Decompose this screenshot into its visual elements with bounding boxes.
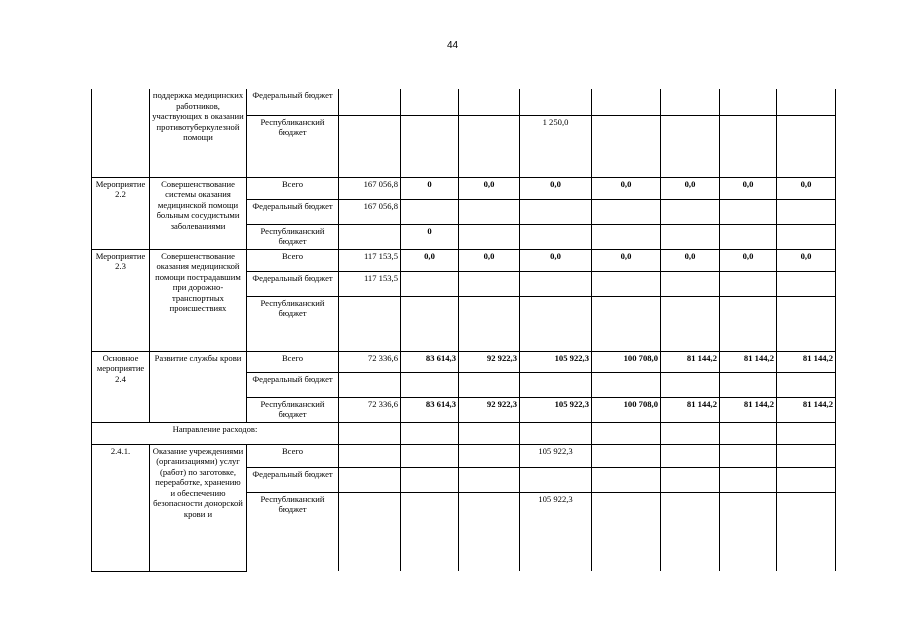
value-cell: 72 336,6 bbox=[339, 351, 401, 372]
direction-label: Направление расходов: bbox=[92, 422, 339, 444]
value-cell: 83 614,3 bbox=[401, 397, 459, 422]
value-cell: 105 922,3 bbox=[520, 397, 592, 422]
source-cell: Республиканский бюджет bbox=[247, 397, 339, 422]
value-cell: 0,0 bbox=[777, 177, 836, 199]
code-cell: Мероприятие 2.3 bbox=[92, 249, 150, 351]
value-cell: 0,0 bbox=[592, 249, 661, 271]
budget-table bbox=[91, 89, 836, 572]
value-cell: 81 144,2 bbox=[720, 351, 777, 372]
value-cell: 105 922,3 bbox=[520, 492, 592, 571]
source-cell: Республиканский бюджет bbox=[247, 224, 339, 249]
value-cell: 100 708,0 bbox=[592, 351, 661, 372]
activity-name-cell: Совершенствование системы оказания медицинской помощи больным сосудистыми заболеваниями bbox=[150, 177, 247, 249]
source-cell: Всего bbox=[247, 444, 339, 467]
activity-name-cell: Оказание учреждениями (организациями) услуг (работ) по заготовке, переработке, хранению и обеспечению безопасности донорской крови и bbox=[150, 444, 247, 571]
table-row bbox=[92, 444, 836, 467]
source-cell: Всего bbox=[247, 177, 339, 199]
page-number: 44 bbox=[446, 40, 459, 51]
value-cell: 1 250,0 bbox=[520, 115, 592, 177]
value-cell: 72 336,6 bbox=[339, 397, 401, 422]
value-cell: 167 056,8 bbox=[339, 199, 401, 224]
code-cell: Основное мероприятие 2.4 bbox=[92, 351, 150, 422]
value-cell: 92 922,3 bbox=[459, 351, 520, 372]
table-row bbox=[92, 177, 836, 199]
value-cell: 105 922,3 bbox=[520, 444, 592, 467]
source-cell: Всего bbox=[247, 351, 339, 372]
activity-name-cell: Развитие службы крови bbox=[150, 351, 247, 422]
value-cell: 117 153,5 bbox=[339, 271, 401, 296]
activity-name-cell: Совершенствование оказания медицинской помощи пострадавшим при дорожно-транспортных происшествиях bbox=[150, 249, 247, 351]
value-cell: 81 144,2 bbox=[661, 351, 720, 372]
value-cell: 0,0 bbox=[720, 177, 777, 199]
source-cell: Республиканский бюджет bbox=[247, 115, 339, 177]
value-cell: 0,0 bbox=[720, 249, 777, 271]
source-cell: Федеральный бюджет bbox=[247, 467, 339, 492]
value-cell: 81 144,2 bbox=[720, 397, 777, 422]
value-cell: 0,0 bbox=[661, 249, 720, 271]
value-cell: 105 922,3 bbox=[520, 351, 592, 372]
table-row bbox=[92, 351, 836, 372]
activity-name-cell: поддержка медицинских работников, участвующих в оказании противотуберкулезной помощи bbox=[150, 89, 247, 177]
source-cell: Федеральный бюджет bbox=[247, 89, 339, 115]
value-cell: 92 922,3 bbox=[459, 397, 520, 422]
value-cell: 83 614,3 bbox=[401, 351, 459, 372]
value-cell: 0 bbox=[401, 224, 459, 249]
value-cell: 0,0 bbox=[777, 249, 836, 271]
value-cell: 0 bbox=[401, 177, 459, 199]
value-cell: 81 144,2 bbox=[777, 351, 836, 372]
source-cell: Федеральный бюджет bbox=[247, 271, 339, 296]
value-cell: 81 144,2 bbox=[777, 397, 836, 422]
source-cell: Федеральный бюджет bbox=[247, 372, 339, 397]
source-cell: Всего bbox=[247, 249, 339, 271]
value-cell: 81 144,2 bbox=[661, 397, 720, 422]
table-row bbox=[92, 422, 836, 444]
code-cell: 2.4.1. bbox=[92, 444, 150, 571]
source-cell: Федеральный бюджет bbox=[247, 199, 339, 224]
source-cell: Республиканский бюджет bbox=[247, 492, 339, 571]
source-cell: Республиканский бюджет bbox=[247, 296, 339, 351]
value-cell: 0,0 bbox=[459, 177, 520, 199]
value-cell: 0,0 bbox=[520, 249, 592, 271]
value-cell: 0,0 bbox=[520, 177, 592, 199]
code-cell: Мероприятие 2.2 bbox=[92, 177, 150, 249]
code-cell bbox=[92, 89, 150, 177]
value-cell: 0,0 bbox=[459, 249, 520, 271]
value-cell: 167 056,8 bbox=[339, 177, 401, 199]
value-cell: 0,0 bbox=[592, 177, 661, 199]
value-cell: 0,0 bbox=[661, 177, 720, 199]
value-cell: 100 708,0 bbox=[592, 397, 661, 422]
table-row bbox=[92, 89, 836, 115]
table-row bbox=[92, 249, 836, 271]
value-cell: 0,0 bbox=[401, 249, 459, 271]
value-cell: 117 153,5 bbox=[339, 249, 401, 271]
